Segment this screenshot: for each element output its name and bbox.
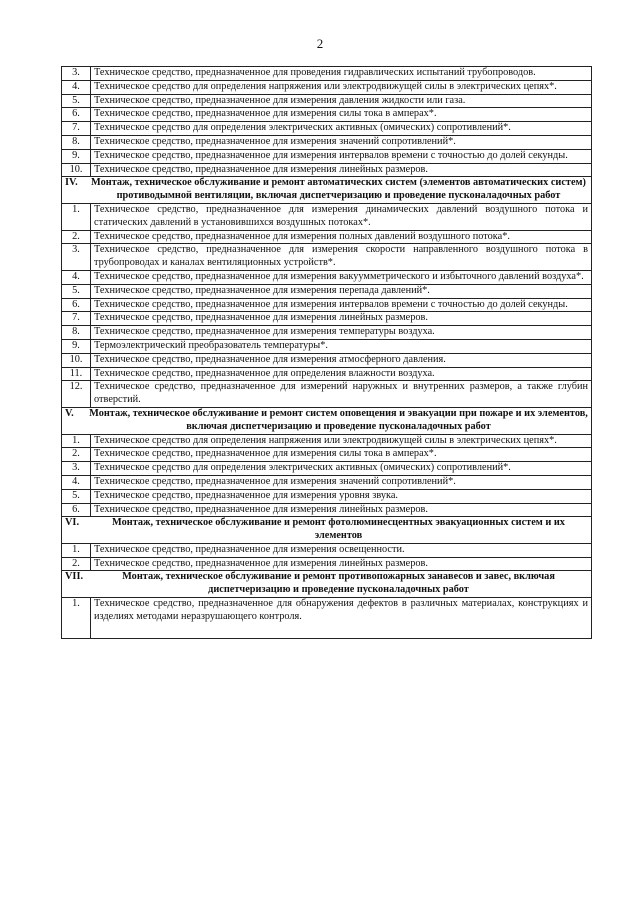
table-row: [62, 598, 592, 639]
item-description: Техническое средство, предназначенное для измерения значений сопротивлений*.: [91, 475, 592, 489]
section-number: VI.: [65, 517, 80, 529]
item-number: 3.: [62, 244, 91, 271]
item-number: 5.: [62, 94, 91, 108]
item-number: 8.: [62, 326, 91, 340]
item-number: 12.: [62, 381, 91, 408]
item-number: 6.: [62, 108, 91, 122]
table-row: [62, 434, 592, 448]
table-row: [62, 353, 592, 367]
item-description: Техническое средство, предназначенное для измерения уровня звука.: [91, 489, 592, 503]
item-description: Техническое средство, предназначенное для измерения температуры воздуха.: [91, 326, 592, 340]
item-number: 3.: [62, 462, 91, 476]
item-description: Техническое средство, предназначенное для измерения полных давлений воздушного потока*.: [91, 230, 592, 244]
table-row: [62, 503, 592, 517]
table-row: [62, 108, 592, 122]
item-number: 9.: [62, 339, 91, 353]
table-row: [62, 381, 592, 408]
table-row: [62, 367, 592, 381]
section-heading: [62, 407, 592, 434]
item-description: Техническое средство, предназначенное для измерения атмосферного давления.: [91, 353, 592, 367]
item-description: Техническое средство, предназначенное для измерения освещенности.: [91, 543, 592, 557]
table-row: [62, 284, 592, 298]
item-number: 11.: [62, 367, 91, 381]
item-description: Техническое средство, предназначенное для измерения интервалов времени с точностью до долей секунды.: [91, 149, 592, 163]
item-description: Техническое средство для определения электрических активных (омических) сопротивлений*.: [91, 462, 592, 476]
table-row: [62, 312, 592, 326]
item-number: 4.: [62, 270, 91, 284]
table-row: [62, 489, 592, 503]
item-number: 5.: [62, 489, 91, 503]
item-description: Техническое средство, предназначенное для измерений наружных и внутренних размеров, а также глубин отверстий.: [91, 381, 592, 408]
table-row: [62, 475, 592, 489]
section-title: Монтаж, техническое обслуживание и ремонт автоматических систем (элементов автоматических систем) противодымной вентиляции, включая диспетчеризацию и проведение пусконаладочных работ: [91, 177, 586, 202]
section-header-row: [62, 517, 592, 544]
table-row: [62, 135, 592, 149]
table-row: [62, 244, 592, 271]
item-description: Техническое средство, предназначенное для измерения вакуумметрического и избыточного давлений воздуха*.: [91, 270, 592, 284]
item-description: Техническое средство, предназначенное для измерения силы тока в амперах*.: [91, 108, 592, 122]
section-heading: [62, 517, 592, 544]
table-row: [62, 543, 592, 557]
table-row: [62, 326, 592, 340]
item-number: 1.: [62, 203, 91, 230]
table-row: [62, 448, 592, 462]
table-row: [62, 122, 592, 136]
item-description: Техническое средство для определения напряжения или электродвижущей силы в электрических цепях*.: [91, 80, 592, 94]
table-row: [62, 80, 592, 94]
item-number: 4.: [62, 80, 91, 94]
item-description: Техническое средство для определения электрических активных (омических) сопротивлений*.: [91, 122, 592, 136]
item-number: 8.: [62, 135, 91, 149]
item-number: 6.: [62, 298, 91, 312]
item-number: 7.: [62, 122, 91, 136]
section-title: Монтаж, техническое обслуживание и ремонт противопожарных занавесов и завес, включая диспетчеризацию и проведение пусконаладочных работ: [122, 571, 555, 596]
section-number: VII.: [65, 571, 84, 583]
item-description: Техническое средство, предназначенное для измерения интервалов времени с точностью до долей секунды.: [91, 298, 592, 312]
section-header-row: [62, 407, 592, 434]
item-number: 1.: [62, 434, 91, 448]
item-number: 1.: [62, 543, 91, 557]
table-row: [62, 230, 592, 244]
table-body: [62, 67, 592, 639]
item-number: 2.: [62, 448, 91, 462]
section-title: Монтаж, техническое обслуживание и ремонт фотолюминесцентных эвакуационных систем и их элементов: [112, 517, 565, 542]
item-description: Техническое средство, предназначенное для измерения скорости направленного воздушного потока в трубопроводах и каналах вентиляционных устройств*.: [91, 244, 592, 271]
table-row: [62, 149, 592, 163]
item-number: 1.: [62, 598, 91, 639]
table-row: [62, 203, 592, 230]
item-number: 4.: [62, 475, 91, 489]
item-description: Техническое средство, предназначенное для измерения давления жидкости или газа.: [91, 94, 592, 108]
item-description: Техническое средство, предназначенное для измерения силы тока в амперах*.: [91, 448, 592, 462]
item-description: Техническое средство, предназначенное для измерения перепада давлений*.: [91, 284, 592, 298]
table-row: [62, 298, 592, 312]
item-number: 7.: [62, 312, 91, 326]
section-header-row: [62, 571, 592, 598]
table-row: [62, 67, 592, 81]
table-row: [62, 270, 592, 284]
table-row: [62, 557, 592, 571]
item-number: 10.: [62, 353, 91, 367]
table-row: [62, 163, 592, 177]
item-description: Техническое средство для определения напряжения или электродвижущей силы в электрических цепях*.: [91, 434, 592, 448]
item-number: 2.: [62, 557, 91, 571]
item-description: Техническое средство, предназначенное для измерения линейных размеров.: [91, 503, 592, 517]
item-number: 5.: [62, 284, 91, 298]
item-description: Техническое средство, предназначенное для обнаружения дефектов в различных материалах, конструкциях и изделиях методами неразрушающего контроля.: [91, 598, 592, 639]
item-number: 9.: [62, 149, 91, 163]
item-description: Термоэлектрический преобразователь температуры*.: [91, 339, 592, 353]
item-description: Техническое средство, предназначенное для измерения линейных размеров.: [91, 557, 592, 571]
item-description: Техническое средство, предназначенное для измерения динамических давлений воздушного потока и статических давлений в установившихся воздушных потоках*.: [91, 203, 592, 230]
section-title: Монтаж, техническое обслуживание и ремонт систем оповещения и эвакуации при пожаре и их элементов, включая диспетчеризацию и проведение пусконаладочных работ: [89, 407, 588, 432]
item-number: 6.: [62, 503, 91, 517]
section-heading: [62, 177, 592, 204]
item-description: Техническое средство, предназначенное для измерения линейных размеров.: [91, 163, 592, 177]
section-header-row: [62, 177, 592, 204]
item-description: Техническое средство, предназначенное для проведения гидравлических испытаний трубопроводов.: [91, 67, 592, 81]
item-number: 10.: [62, 163, 91, 177]
table-row: [62, 94, 592, 108]
item-number: 2.: [62, 230, 91, 244]
table-row: [62, 462, 592, 476]
equipment-table: [61, 66, 592, 639]
section-number: V.: [65, 407, 74, 419]
item-description: Техническое средство, предназначенное для измерения линейных размеров.: [91, 312, 592, 326]
item-description: Техническое средство, предназначенное для измерения значений сопротивлений*.: [91, 135, 592, 149]
item-number: 3.: [62, 67, 91, 81]
item-description: Техническое средство, предназначенное для определения влажности воздуха.: [91, 367, 592, 381]
section-number: IV.: [65, 177, 78, 189]
table-row: [62, 339, 592, 353]
page-number: 2: [316, 36, 324, 51]
section-heading: [62, 571, 592, 598]
